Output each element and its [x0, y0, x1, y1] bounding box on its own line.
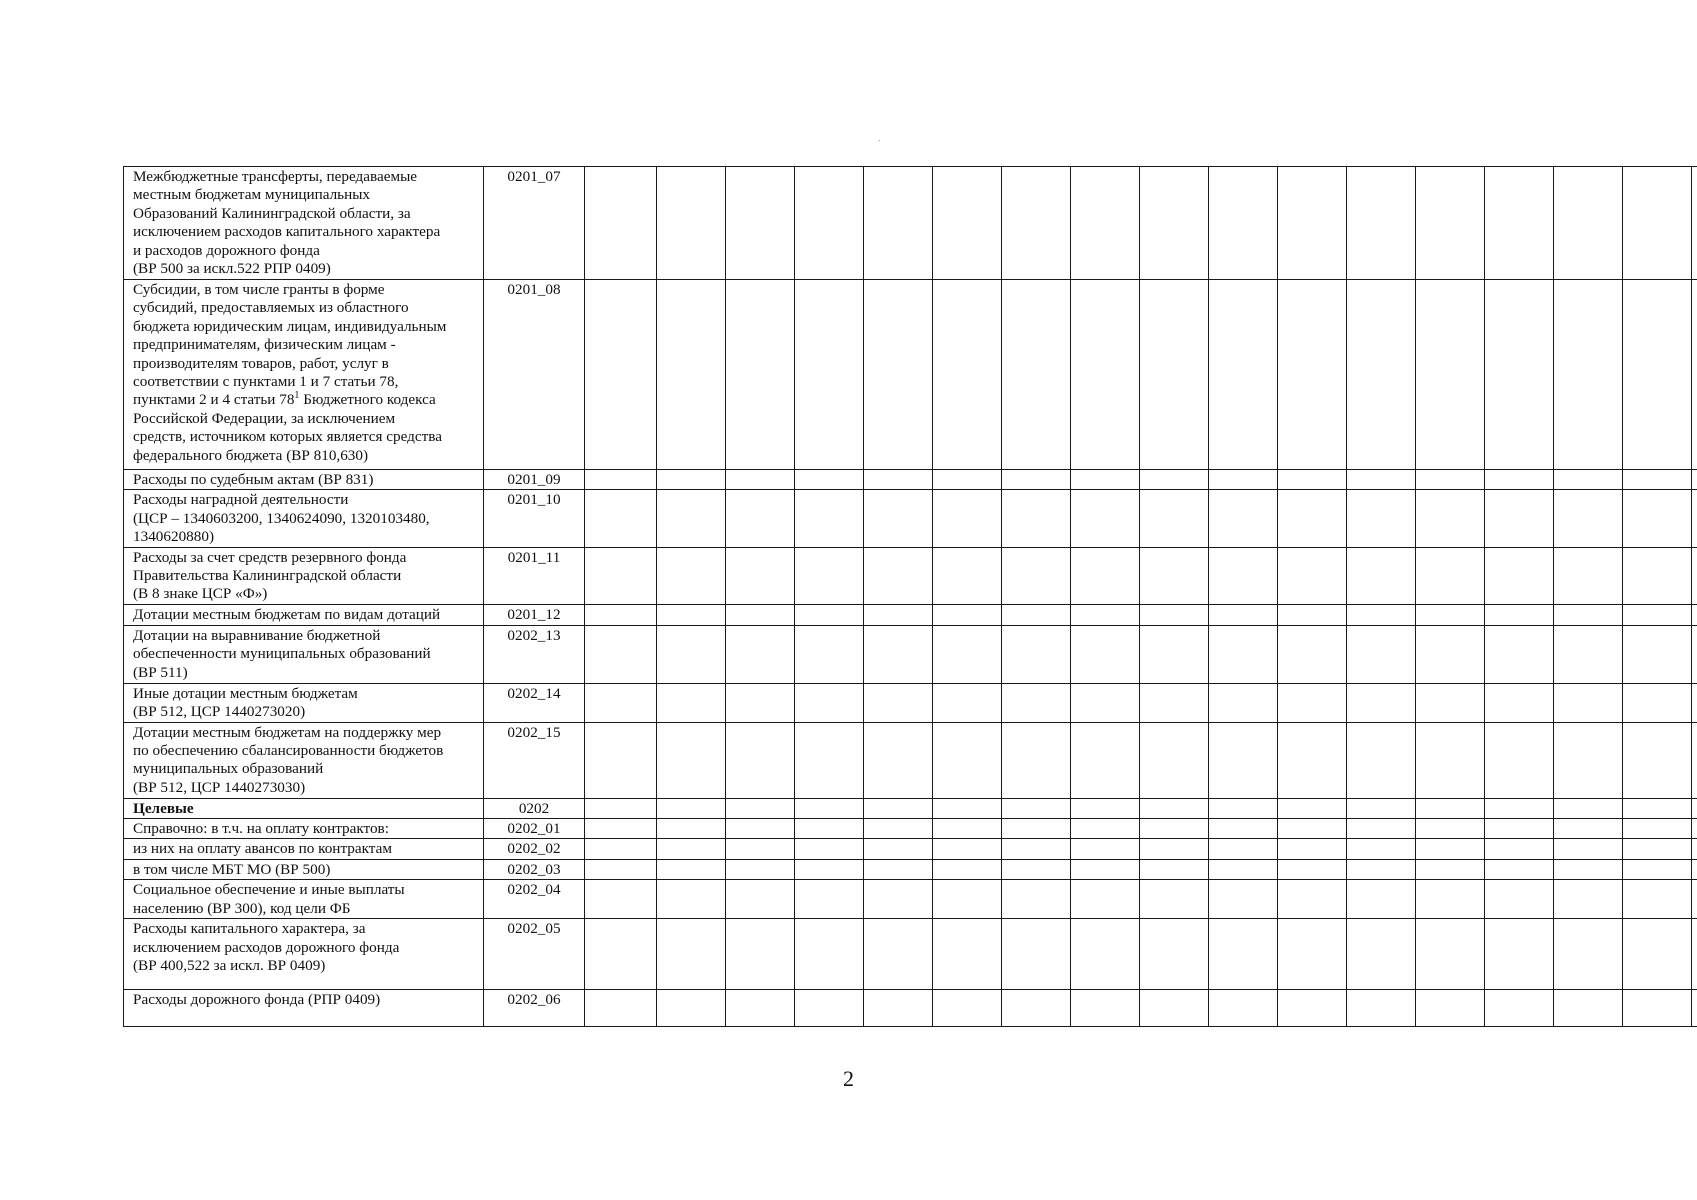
row-label: Дотации местным бюджетам на поддержку мер по обеспечению сбалансированности бюджетов муниципальных образований (ВР 512, ЦСР 1440273030) — [124, 722, 484, 798]
row-label: Расходы по судебным актам (ВР 831) — [124, 470, 484, 490]
table-row — [124, 547, 1697, 604]
row-code: 0201_12 — [484, 604, 585, 625]
table-row — [124, 167, 1697, 280]
table-row — [124, 819, 1697, 839]
row-label — [124, 280, 484, 470]
row-label: в том числе МБТ МО (ВР 500) — [124, 859, 484, 879]
row-code: 0202_02 — [484, 839, 585, 859]
row-code: 0201_07 — [484, 167, 585, 280]
table-row — [124, 722, 1697, 798]
table-row — [124, 880, 1697, 919]
row-label: Дотации на выравнивание бюджетной обеспеченности муниципальных образований (ВР 511) — [124, 625, 484, 683]
row-label: Иные дотации местным бюджетам (ВР 512, ЦСР 1440273020) — [124, 683, 484, 722]
row-code: 0201_10 — [484, 490, 585, 547]
row-code: 0202_14 — [484, 683, 585, 722]
page-number: 2 — [843, 1066, 854, 1091]
row-code: 0202_13 — [484, 625, 585, 683]
row-code: 0202_15 — [484, 722, 585, 798]
table-row — [124, 625, 1697, 683]
row-code: 0201_08 — [484, 280, 585, 470]
table-row — [124, 604, 1697, 625]
row-label: Справочно: в т.ч. на оплату контрактов: — [124, 819, 484, 839]
row-label: Расходы дорожного фонда (РПР 0409) — [124, 990, 484, 1027]
row-label: из них на оплату авансов по контрактам — [124, 839, 484, 859]
row-label: Расходы за счет средств резервного фонда Правительства Калининградской области (В 8 знаке ЦСР «Ф») — [124, 547, 484, 604]
row-label: Расходы капитального характера, за исключением расходов дорожного фонда (ВР 400,522 за искл. ВР 0409) — [124, 919, 484, 990]
row-code: 0202_01 — [484, 819, 585, 839]
row-code: 0201_11 — [484, 547, 585, 604]
row-label: Межбюджетные трансферты, передаваемые местным бюджетам муниципальных Образований Калининградской области, за исключением расходов капитального характера и расходов дорожного фонда (ВР 500 за искл.522 РПР 0409) — [124, 167, 484, 280]
row-label: Расходы наградной деятельности (ЦСР – 1340603200, 1340624090, 1320103480, 1340620880) — [124, 490, 484, 547]
budget-report-table — [123, 166, 1697, 1027]
table-row — [124, 990, 1697, 1027]
row-code: 0202_04 — [484, 880, 585, 919]
row-label: Социальное обеспечение и иные выплаты населению (ВР 300), код цели ФБ — [124, 880, 484, 919]
row-label: Целевые — [124, 798, 484, 818]
table-row — [124, 470, 1697, 490]
table-row — [124, 919, 1697, 990]
scan-speck — [878, 140, 880, 141]
table-row — [124, 683, 1697, 722]
table-row — [124, 490, 1697, 547]
row-label-part: Бюджетного кодекса Российской Федерации, за исключением средств, источником которых является средства федерального бюджета (ВР 810,630) — [133, 391, 442, 464]
row-label: Дотации местным бюджетам по видам дотаций — [124, 604, 484, 625]
table-row — [124, 798, 1697, 818]
table-row — [124, 859, 1697, 879]
row-code: 0202 — [484, 798, 585, 818]
table-row — [124, 839, 1697, 859]
row-code: 0202_03 — [484, 859, 585, 879]
row-code: 0201_09 — [484, 470, 585, 490]
superscript: 1 — [294, 390, 300, 402]
table-row — [124, 280, 1697, 470]
row-label-part: Субсидии, в том числе гранты в форме субсидий, предоставляемых из областного бюджета юридическим лицам, индивидуальным предпринимателям, физическим лицам - производителям товаров, работ, услуг в соответствии с пунктами 1 и 7 статьи 78, пунктами 2 и 4 статьи 78 — [133, 281, 447, 409]
row-code: 0202_05 — [484, 919, 585, 990]
row-code: 0202_06 — [484, 990, 585, 1027]
